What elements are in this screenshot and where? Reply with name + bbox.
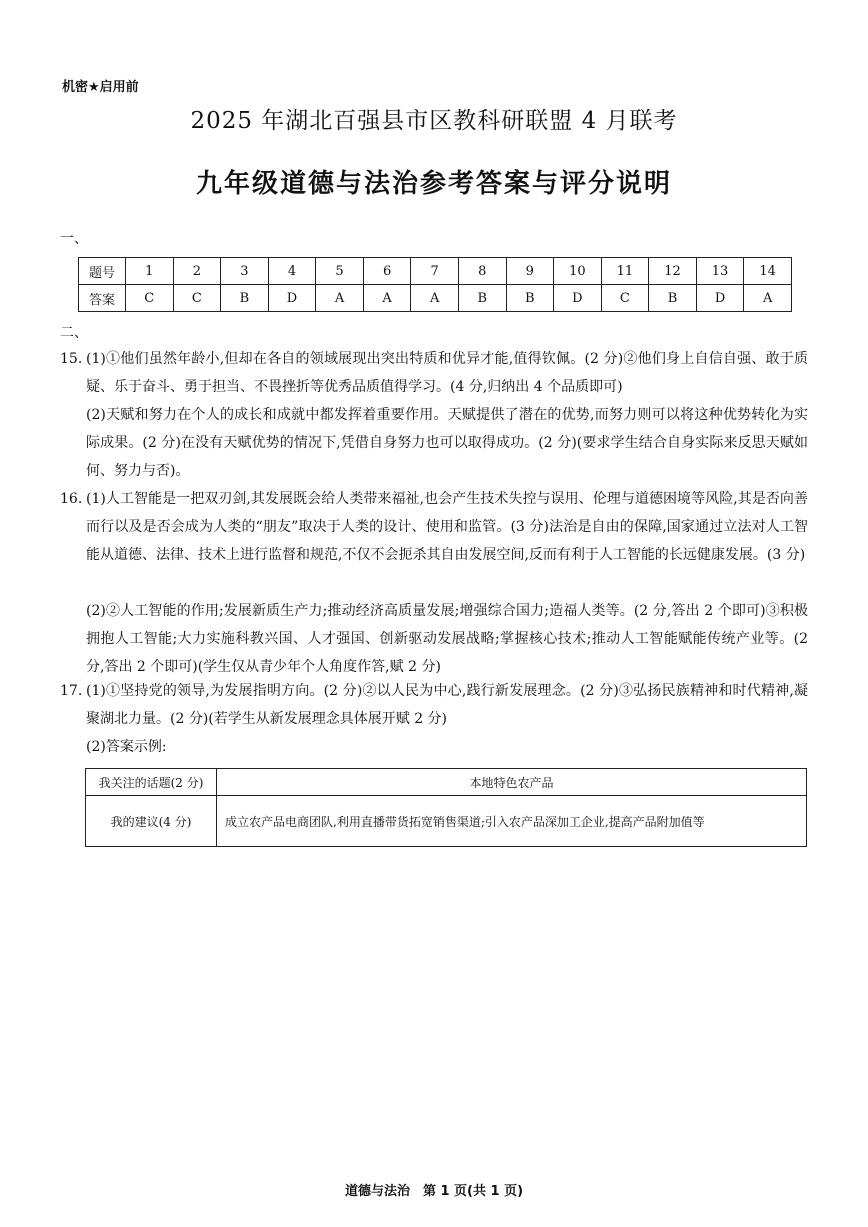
question-number: 16. [60, 491, 83, 507]
answer-text: (1)人工智能是一把双刃剑,其发展既会给人类带来福祉,也会产生技术失控与误用、伦理与道德困境等风险,其是否向善而行以及是否会成为人类的“朋友”取决于人类的设计、使用和监管。(3 分)法治是自由的保障,国家通过立法对人工智能从道德、法律、技术上进行监督和规范,不仅不会扼杀其自由发展空间,反而有利于人工智能的长远健康发展。(3 分) [86, 491, 808, 563]
question-16-part-1 [60, 485, 808, 569]
table-cell: 4 [268, 258, 316, 285]
question-17-part-2: (2)答案示例: [86, 739, 167, 755]
suggestion-label: 我的建议(4 分) [86, 796, 217, 847]
table-cell: 7 [411, 258, 459, 285]
table-cell: 1 [126, 258, 174, 285]
example-answer-table [85, 768, 807, 847]
document-title: 九年级道德与法治参考答案与评分说明 [195, 169, 672, 199]
table-cell: C [126, 285, 174, 312]
answer-row [79, 285, 792, 312]
topic-label: 我关注的话题(2 分) [86, 769, 217, 796]
answer-text: (1)①坚持党的领导,为发展指明方向。(2 分)②以人民为中心,践行新发展理念。(2 分)③弘扬民族精神和时代精神,凝聚湖北力量。(2 分)(若学生从新发展理念具体展开赋 2 分) [86, 683, 808, 727]
table-cell: 12 [649, 258, 697, 285]
page-footer: 道德与法治 第 1 页(共 1 页) [344, 1184, 524, 1199]
table-cell: B [458, 285, 506, 312]
table-cell: C [601, 285, 649, 312]
row-label-number: 题号 [79, 258, 126, 285]
question-number: 17. [60, 683, 83, 699]
table-cell: 2 [173, 258, 221, 285]
suggestion-value: 成立农产品电商团队,利用直播带货拓宽销售渠道;引入农产品深加工企业,提高产品附加值等 [217, 796, 807, 847]
table-cell: 11 [601, 258, 649, 285]
question-16-part-2: (2)②人工智能的作用;发展新质生产力;推动经济高质量发展;增强综合国力;造福人类等。(2 分,答出 2 个即可)③积极拥抱人工智能;大力实施科教兴国、人才强国、创新驱动发展战略;掌握核心技术;推动人工智能赋能传统产业等。(2 分,答出 2 个即可)(学生仅从青少年个人角度作答,赋 2 分) [86, 603, 808, 675]
table-cell: A [316, 285, 364, 312]
table-cell: A [411, 285, 459, 312]
table-cell: D [554, 285, 602, 312]
table-cell: C [173, 285, 221, 312]
table-cell: A [744, 285, 792, 312]
answer-text: (1)①他们虽然年龄小,但却在各自的领域展现出突出特质和优异才能,值得钦佩。(2 分)②他们身上自信自强、敢于质疑、乐于奋斗、勇于担当、不畏挫折等优秀品质值得学习。(4 分,归纳出 4 个品质即可) [86, 351, 808, 395]
table-cell: 10 [554, 258, 602, 285]
row-label-answer: 答案 [79, 285, 126, 312]
question-15-part-1 [60, 345, 808, 401]
section-one-label: 一、 [60, 231, 88, 247]
table-cell: A [363, 285, 411, 312]
table-row [86, 796, 807, 847]
question-number: 15. [60, 351, 83, 367]
table-cell: B [221, 285, 269, 312]
table-cell: 9 [506, 258, 554, 285]
table-cell: 14 [744, 258, 792, 285]
question-number-row [79, 258, 792, 285]
confidential-label: 机密★启用前 [62, 80, 139, 95]
table-cell: 5 [316, 258, 364, 285]
section-two-label: 二、 [60, 325, 88, 341]
table-cell: 13 [696, 258, 744, 285]
table-row [86, 769, 807, 796]
table-cell: B [506, 285, 554, 312]
table-cell: 3 [221, 258, 269, 285]
exam-title: 2025 年湖北百强县市区教科研联盟 4 月联考 [190, 108, 678, 134]
question-17-part-1 [60, 677, 808, 733]
answer-key-table [78, 257, 792, 312]
question-15-part-2: (2)天赋和努力在个人的成长和成就中都发挥着重要作用。天赋提供了潜在的优势,而努力则可以将这种优势转化为实际成果。(2 分)在没有天赋优势的情况下,凭借自身努力也可以取得成功。(2 分)(要求学生结合自身实际来反思天赋如何、努力与否)。 [86, 407, 808, 479]
table-cell: D [696, 285, 744, 312]
table-cell: D [268, 285, 316, 312]
table-cell: B [649, 285, 697, 312]
topic-value: 本地特色农产品 [217, 769, 807, 796]
table-cell: 8 [458, 258, 506, 285]
table-cell: 6 [363, 258, 411, 285]
